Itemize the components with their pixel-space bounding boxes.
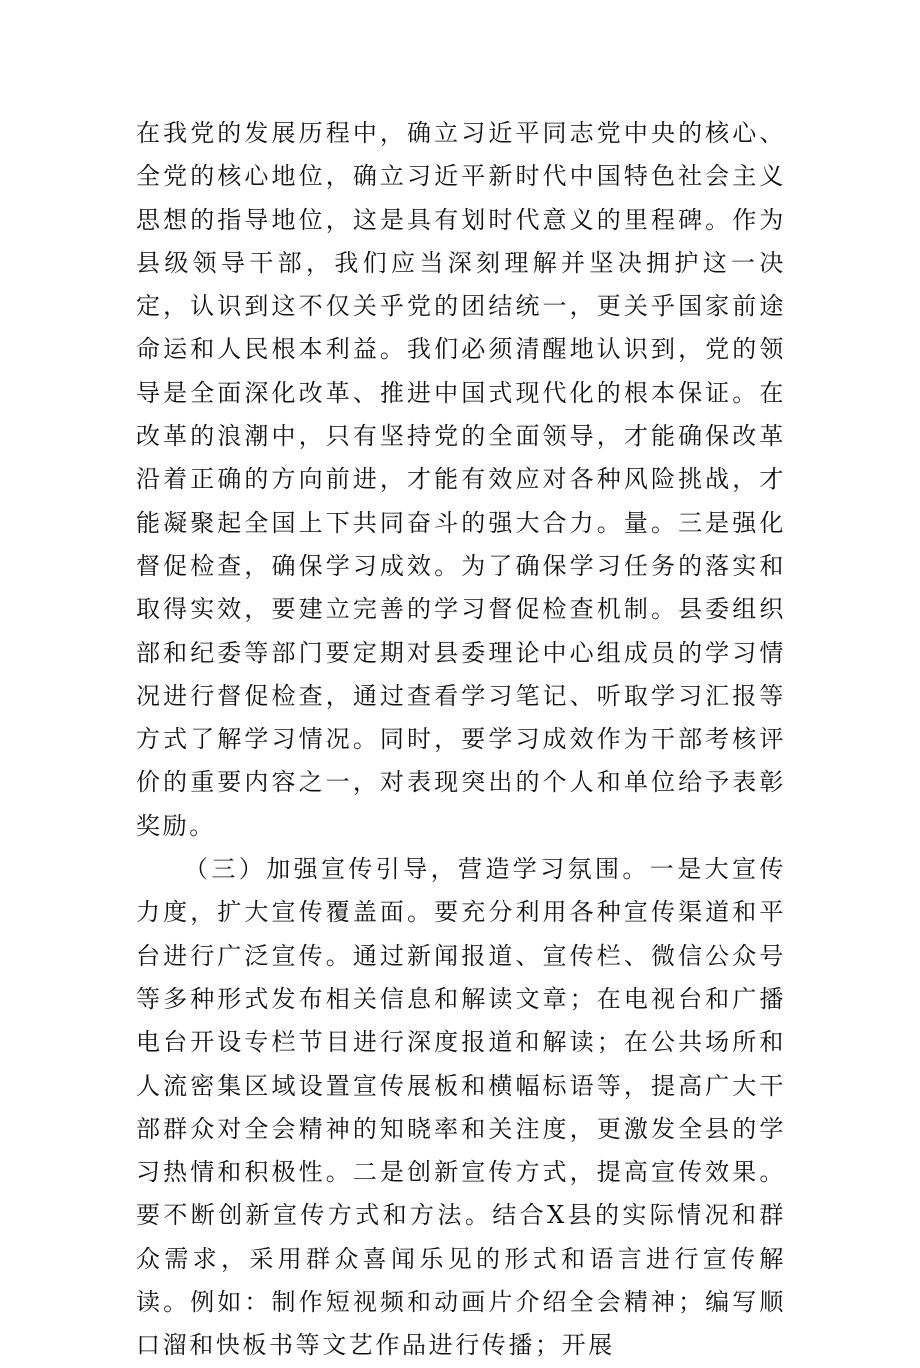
document-body [136,112,786,1368]
body-paragraph-1: 在我党的发展历程中，确立习近平同志党中央的核心、全党的核心地位，确立习近平新时代中国特色社会主义思想的指导地位，这是具有划时代意义的里程碑。作为县级领导干部，我们应当深刻理解并坚决拥护这一决定，认识到这不仅关乎党的团结统一，更关乎国家前途命运和人民根本利益。我们必须清醒地认识到，党的领导是全面深化改革、推进中国式现代化的根本保证。在改革的浪潮中，只有坚持党的全面领导，才能确保改革沿着正确的方向前进，才能有效应对各种风险挑战，才能凝聚起全国上下共同奋斗的强大合力。量。三是强化督促检查，确保学习成效。为了确保学习任务的落实和取得实效，要建立完善的学习督促检查机制。县委组织部和纪委等部门要定期对县委理论中心组成员的学习情况进行督促检查，通过查看学习笔记、听取学习汇报等方式了解学习情况。同时，要学习成效作为干部考核评价的重要内容之一，对表现突出的个人和单位给予表彰奖励。 [136,119,786,840]
body-paragraph-2: （三）加强宣传引导，营造学习氛围。一是大宣传力度，扩大宣传覆盖面。要充分利用各种宣传渠道和平台进行广泛宣传。通过新闻报道、宣传栏、微信公众号等多种形式发布相关信息和解读文章；在电视台和广播电台开设专栏节目进行深度报道和解读；在公共场所和人流密集区域设置宣传展板和横幅标语等，提高广大干部群众对全会精神的知晓率和关注度，更激发全县的学习热情和积极性。二是创新宣传方式，提高宣传效果。要不断创新宣传方式和方法。结合X县的实际情况和群众需求，采用群众喜闻乐见的形式和语言进行宣传解读。例如：制作短视频和动画片介绍全会精神；编写顺口溜和快板书等文艺作品进行传播；开展 [136,855,786,1360]
